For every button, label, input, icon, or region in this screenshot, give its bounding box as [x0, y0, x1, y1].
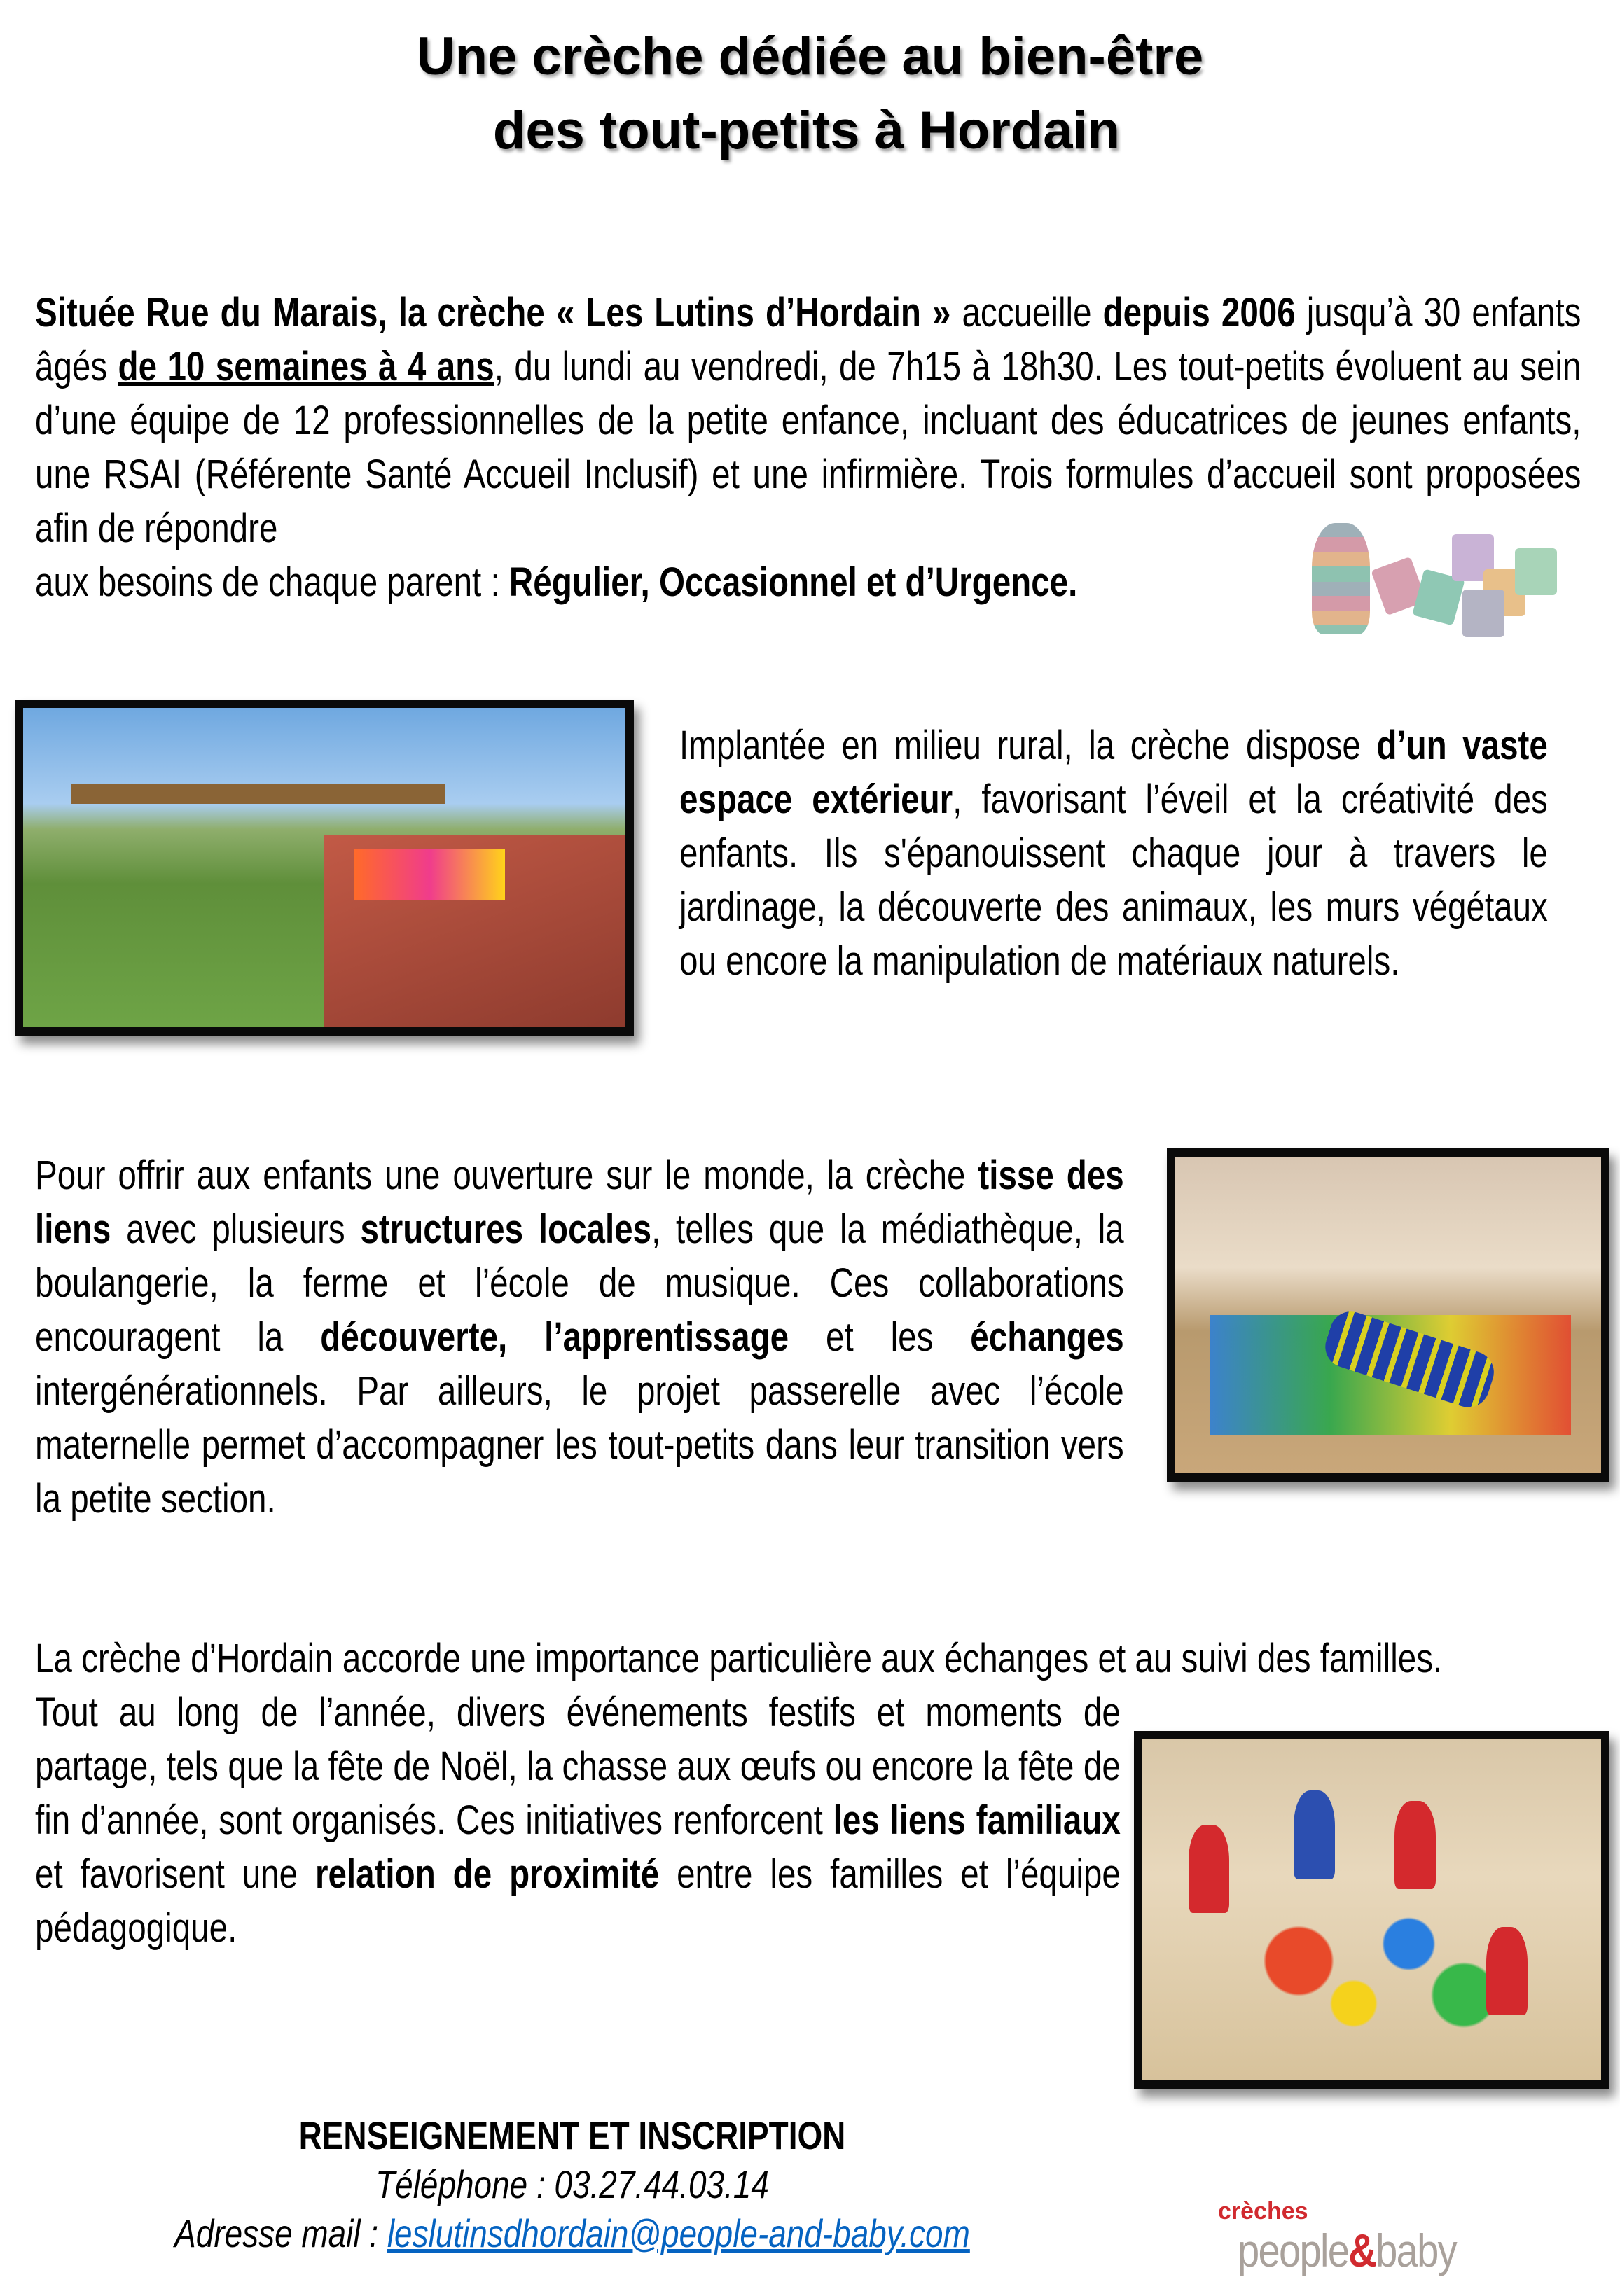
text-segment: Implantée en milieu rural, la crèche dispose: [679, 723, 1377, 768]
text-segment: Tout au long de l’année, divers événements festifs et moments de partage, tels que la fête de Noël, la chasse aux œufs ou encore la fête de fin d’année, sont organisés. Ces initiatives renforcent: [35, 1690, 1121, 1843]
logo-creches-text: crèches: [1218, 2198, 1308, 2225]
title-line-2: des tout-petits à Hordain: [492, 101, 1121, 160]
playroom-photo: [1167, 1148, 1609, 1482]
email-label: Adresse mail :: [174, 2211, 387, 2255]
people-and-baby-logo: [1218, 2199, 1582, 2283]
bold-text-segment: structures locales: [360, 1206, 652, 1252]
phone-label: Téléphone :: [375, 2162, 555, 2206]
bold-text-segment: les liens familiaux: [833, 1797, 1121, 1843]
title-line-1: Une crèche dédiée au bien-être: [416, 27, 1204, 86]
text-segment: intergénérationnels. Par ailleurs, le projet passerelle avec l’école maternelle permet d’accompagner les tout-petits dans leur transition vers la petite section.: [35, 1368, 1124, 1522]
families-intro-paragraph: [35, 1631, 1581, 1685]
contact-heading: RENSEIGNEMENT ET INSCRIPTION: [298, 2113, 846, 2157]
text-segment: accueille: [950, 290, 1103, 335]
text-segment: jusqu’à 30 enfants âgés: [35, 290, 1581, 389]
families-paragraph: [35, 1685, 1121, 1955]
text-segment: et favorisent une: [35, 1851, 315, 1897]
bold-text-segment: depuis 2006: [1102, 290, 1296, 335]
logo-ampersand: &: [1348, 2225, 1376, 2276]
toys-image: [1299, 506, 1563, 646]
logo-baby-text: baby: [1376, 2225, 1456, 2276]
bold-text-segment: Située Rue du Marais, la crèche « Les Lutins d’Hordain »: [35, 290, 951, 335]
text-segment: entre les familles et l’équipe pédagogique.: [35, 1851, 1121, 1951]
email-link[interactable]: leslutinsdhordain@people-and-baby.com: [387, 2211, 970, 2255]
bold-text-segment: tisse des liens: [35, 1153, 1124, 1252]
text-segment: Pour offrir aux enfants une ouverture sur le monde, la crèche: [35, 1153, 978, 1198]
bold-text-segment: d’un vaste espace extérieur: [679, 723, 1548, 822]
phone-line: [103, 2162, 1041, 2207]
bold-text-segment: découverte, l’apprentissage: [320, 1314, 789, 1360]
outdoor-garden-photo: [15, 700, 634, 1036]
text-segment: , favorisant l’éveil et la créativité des enfants. Ils s'épanouissent chaque jour à travers le jardinage, la découverte des animaux, les murs végétaux ou encore la manipulation de matériaux naturels.: [679, 777, 1548, 984]
bold-text-segment: de 10 semaines à 4 ans: [118, 344, 494, 389]
partners-paragraph: [35, 1148, 1124, 1526]
bold-text-segment: échanges: [970, 1314, 1124, 1360]
text-segment: La crèche d’Hordain accorde une importance particulière aux échanges et au suivi des familles.: [35, 1636, 1443, 1681]
text-segment: avec plusieurs: [111, 1206, 361, 1252]
logo-people-text: people: [1238, 2225, 1349, 2276]
bold-text-segment: Régulier, Occasionnel et d’Urgence.: [508, 559, 1078, 605]
painting-activity-photo: [1134, 1731, 1609, 2089]
text-segment: , telles que la médiathèque, la boulangerie, la ferme et l’école de musique. Ces collaborations encouragent la: [35, 1206, 1124, 1360]
phone-number: 03.27.44.03.14: [554, 2162, 769, 2206]
bold-text-segment: relation de proximité: [314, 1851, 660, 1897]
outdoor-paragraph: [679, 718, 1548, 988]
text-segment: , du lundi au vendredi, de 7h15 à 18h30. Les tout-petits évoluent au sein d’une équipe de 12 professionnelles de la petite enfance, incluant des éducatrices de jeunes enfants, une RSAI (Référente Santé Accueil Inclusif) et une infirmière. Trois formules d’accueil sont proposées afin de répondre aux besoins de chaque parent :: [35, 344, 1581, 605]
email-line: [103, 2211, 1041, 2256]
page-title: [0, 20, 1620, 168]
text-segment: et les: [789, 1314, 971, 1360]
